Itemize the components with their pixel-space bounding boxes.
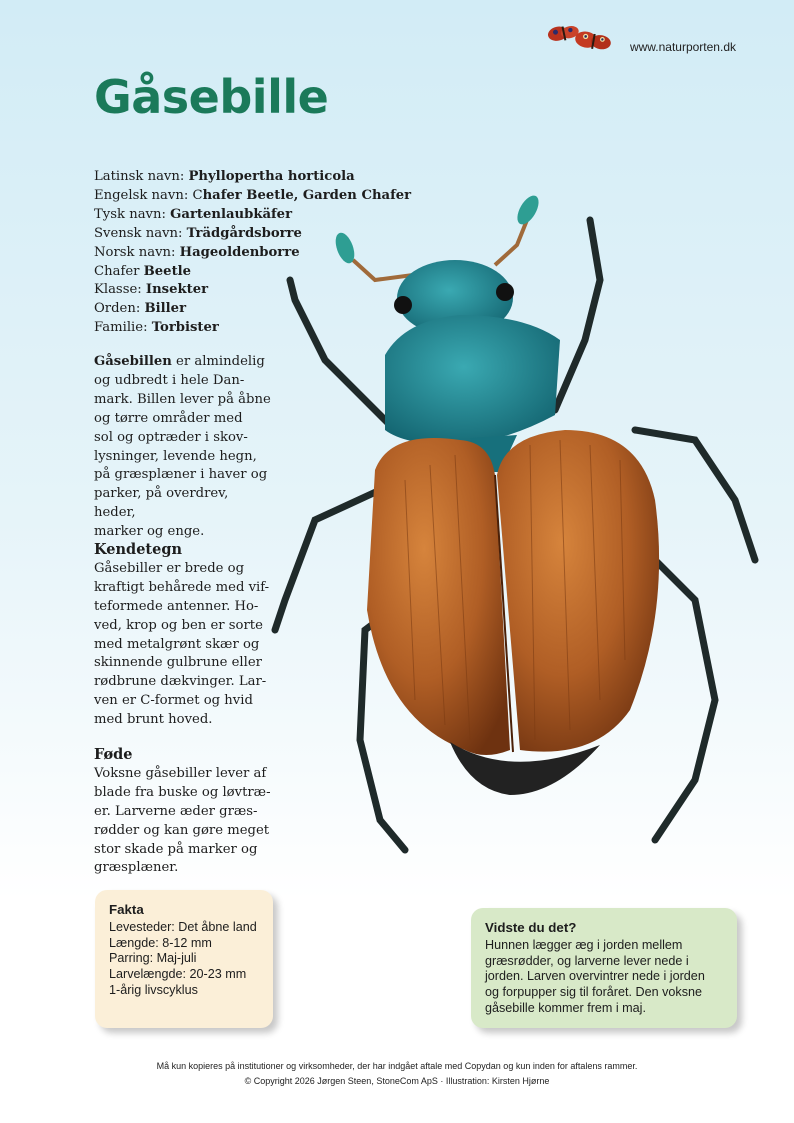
vidste-line: Hunnen lægger æg i jorden mellem (485, 937, 683, 952)
name-chafer: Chafer Beetle (94, 263, 192, 279)
vidste-line: græsrødder, og larverne lever nede i (485, 953, 689, 968)
website-link[interactable]: www.naturporten.dk (629, 40, 736, 54)
foede-paragraph: Voksne gåsebiller lever af blade fra buske og løvtræ- er. Larverne æder græs- rødder og kan gøre meget stor skade på marker og græsplæner. (94, 765, 271, 876)
vidste-line: gåsebille kommer frem i maj. (485, 1000, 646, 1015)
fakta-line: Larvelængde: 20-23 mm (109, 967, 247, 982)
name-order: Orden: Biller (94, 301, 187, 317)
name-swedish: Svensk navn: Trädgårdsborre (94, 225, 302, 241)
name-german: Tysk navn: Gartenlaubkäfer (94, 206, 293, 222)
name-latin: Latinsk navn: Phyllopertha horticola (94, 169, 355, 184)
vidste-heading: Vidste du det? (485, 920, 577, 935)
kendetegn-section (94, 541, 274, 730)
name-class: Klasse: Insekter (94, 282, 209, 298)
fakta-line: Længde: 8-12 mm (109, 935, 212, 950)
footer-copyright: © Copyright 2026 Jørgen Steen, StoneCom ApS · Illustration: Kirsten Hjørne (244, 1076, 550, 1086)
foede-section (94, 746, 274, 878)
footer-license: Må kun kopieres på institutioner og virksomheder, der har indgået aftale med Copydan og kun inden for aftalens rammer. (156, 1061, 638, 1071)
intro-section (94, 353, 274, 542)
vidste-line: jorden. Larven overvintrer nede i jorden (485, 969, 705, 984)
intro-paragraph: Gåsebillen er almindelig og udbredt i hele Dan- mark. Billen lever på åbne og tørre områder med sol og optræder i skov- lysninger, levende hegn, på græsplæner i haver og parker, på overdrev, heder, marker og enge. (94, 354, 271, 540)
page-title: Gåsebille (94, 70, 329, 124)
vidste-box (471, 908, 737, 1028)
fakta-box (95, 890, 273, 1028)
kendetegn-heading: Kendetegn (94, 541, 183, 558)
fakta-line: Levesteder: Det åbne land (109, 919, 257, 934)
fakta-line: 1-årig livscyklus (109, 982, 198, 997)
name-norwegian: Norsk navn: Hageoldenborre (94, 244, 300, 260)
kendetegn-paragraph: Gåsebiller er brede og kraftigt behårede med vif- teformede antenner. Ho- ved, krop og ben er sorte med metalgrønt skær og skinnende gulbrune eller rødbrune dækvinger. Lar- ven er C-formet og hvid med brunt hoved. (94, 560, 270, 728)
fakta-line: Parring: Maj-juli (109, 951, 197, 966)
butterflies-icon (538, 18, 618, 56)
name-english: Engelsk navn: Chafer Beetle, Garden Chafer (94, 187, 412, 203)
vidste-line: og forpupper sig til foråret. Den voksne (485, 985, 703, 1000)
name-family: Familie: Torbister (94, 320, 219, 336)
foede-heading: Føde (94, 746, 133, 763)
fakta-heading: Fakta (109, 902, 144, 917)
beetle-illustration (255, 180, 794, 880)
